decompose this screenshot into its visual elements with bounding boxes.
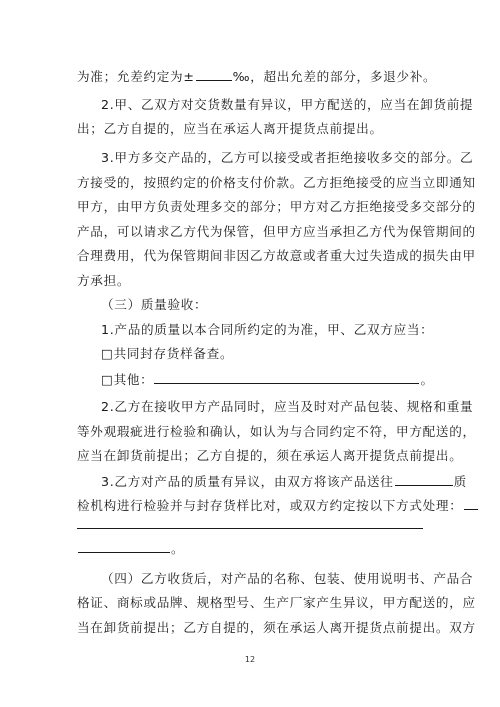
paragraph-line: 出；乙方自提的，应当在承运人离开提货点前提出。 — [77, 121, 383, 136]
text-segment: □其他： — [101, 372, 154, 387]
paragraph-line: 3.甲方多交产品的，乙方可以接受或者拒绝接收多交的部分。乙 — [101, 150, 474, 165]
text-segment: 质 — [453, 474, 467, 489]
paragraph-line: 方承担。 — [77, 273, 131, 288]
text-segment: 3.乙方对产品的质量有异议，由双方将该产品送往 — [101, 474, 394, 489]
fill-blank — [196, 68, 232, 81]
paragraph-line: 产品，可以请求乙方代为保管，但甲方应当承担乙方代为保管期间的 — [77, 224, 476, 239]
paragraph-line — [77, 497, 463, 514]
fill-blank — [464, 497, 478, 510]
paragraph-line: 2.乙方在接收甲方产品同时，应当及时对产品包装、规格和重量 — [101, 399, 474, 414]
paragraph-line: 方接受的，按照约定的价格支付价款。乙方拒绝接受的应当立即通知 — [77, 175, 476, 190]
paragraph-line: 甲方，由甲方负责处理多交的部分；甲方对乙方拒绝接受多交部分的 — [77, 199, 476, 214]
paragraph-line: 等外观瑕疵进行检验和确认，如认为与合同约定不符，甲方配送的， — [77, 424, 476, 439]
checkbox-option — [101, 371, 434, 388]
paragraph-line: 合理费用，代为保管期间非因乙方故意或者重大过失造成的损失由甲 — [77, 248, 476, 263]
text-segment: 为准；允差约定为± — [77, 69, 195, 84]
checkbox-option: □共同封存货样备查。 — [101, 346, 234, 361]
paragraph-line: 1.产品的质量以本合同所约定的为准，甲、乙双方应当： — [101, 322, 434, 337]
text-segment: ‰，超出允差的部分，多退少补。 — [232, 69, 437, 84]
paragraph-line — [77, 68, 437, 85]
paragraph-line: 2.甲、乙双方对交货数量有异议，甲方配送的，应当在卸货前提 — [101, 97, 474, 112]
text-segment: 检机构进行检验并与封存货样比对，或双方约定按以下方式处理： — [77, 498, 463, 513]
paragraph-line: 格证、商标或品牌、规格型号、生产厂家产生异议，甲方配送的，应 — [77, 595, 476, 610]
fill-blank-line — [77, 528, 423, 529]
page-number: 12 — [244, 655, 256, 664]
fill-blank — [395, 473, 453, 486]
fill-blank — [78, 540, 170, 553]
paragraph-line — [77, 540, 423, 557]
section-heading: （三）质量验收： — [101, 297, 208, 312]
paragraph-line: 应当在卸货前提出；乙方自提的，须在承运人离开提货点前提出。 — [77, 448, 463, 463]
text-segment: 。 — [420, 372, 434, 387]
paragraph-line: 当在卸货前提出；乙方自提的，须在承运人离开提货点前提出。双方 — [77, 620, 476, 635]
fill-blank — [154, 371, 419, 384]
paragraph-line: （四）乙方收货后，对产品的名称、包装、使用说明书、产品合 — [101, 571, 474, 586]
text-segment: 。 — [171, 541, 185, 556]
paragraph-line — [101, 473, 467, 490]
